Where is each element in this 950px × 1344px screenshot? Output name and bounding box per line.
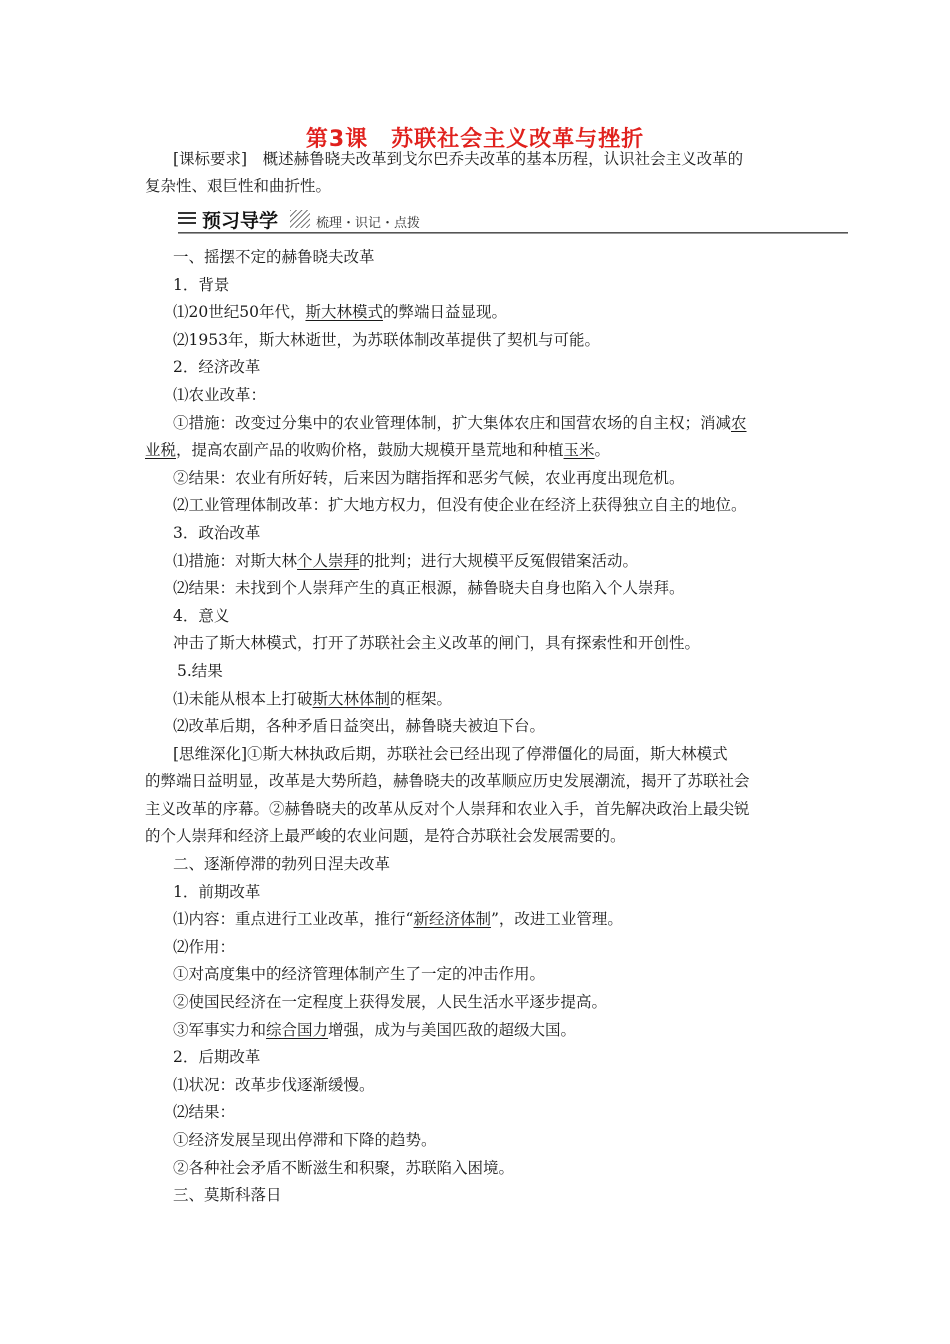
paragraph: 冲击了斯大林模式，打开了苏联社会主义改革的闸门，具有探索性和开创性。 <box>173 634 701 653</box>
underlined-term: 斯大林模式 <box>305 303 383 322</box>
paragraph: ⑵作用： <box>173 937 236 956</box>
subheading: 2．经济改革 <box>173 358 261 377</box>
paragraph: ②使国民经济在一定程度上获得发展，人民生活水平逐步提高。 <box>173 993 608 1012</box>
paragraph: ⑵1953年，斯大林逝世，为苏联体制改革提供了契机与可能。 <box>173 330 600 349</box>
paragraph: ②结果：农业有所好转，后来因为瞎指挥和恶劣气候，农业再度出现危机。 <box>173 468 685 487</box>
paragraph: ⑵结果： <box>173 1103 236 1122</box>
subheading: 2．后期改革 <box>173 1048 261 1067</box>
underlined-term: 新经济体制 <box>413 910 491 929</box>
section-banner <box>178 206 848 236</box>
paragraph: ⑴内容：重点进行工业改革，推行“新经济体制”，改进工业管理。 <box>173 910 623 929</box>
underlined-term: 农 <box>731 413 747 432</box>
thinking-deepening-cont: 的个人崇拜和经济上最严峻的农业问题，是符合苏联社会发展需要的。 <box>145 827 626 846</box>
paragraph: ⑴20世纪50年代，斯大林模式的弊端日益显现。 <box>173 303 507 322</box>
paragraph: ⑴状况：改革步伐逐渐缓慢。 <box>173 1075 375 1094</box>
thinking-deepening-cont: 主义改革的序幕。②赫鲁晓夫的改革从反对个人崇拜和农业入手，首先解决政治上最尖锐 <box>145 799 750 818</box>
underlined-term: 业税 <box>145 441 177 460</box>
banner-lines-icon <box>178 212 196 228</box>
paragraph: ③军事实力和综合国力增强，成为与美国匹敌的超级大国。 <box>173 1020 577 1039</box>
paragraph: ⑵改革后期，各种矛盾日益突出，赫鲁晓夫被迫下台。 <box>173 717 546 736</box>
paragraph: ⑴农业改革： <box>173 385 267 404</box>
paragraph: ①经济发展呈现出停滞和下降的趋势。 <box>173 1131 437 1149</box>
section-heading: 一、摇摆不定的赫鲁晓夫改革 <box>173 248 375 266</box>
paragraph: ①对高度集中的经济管理体制产生了一定的冲击作用。 <box>173 965 546 984</box>
banner-hatch-decoration <box>290 210 310 228</box>
paragraph: ⑴未能从根本上打破斯大林体制的框架。 <box>173 689 453 708</box>
subheading: 1．前期改革 <box>173 882 261 901</box>
underlined-term: 综合国力 <box>266 1020 329 1039</box>
paragraph: ⑵工业管理体制改革：扩大地方权力，但没有使企业在经济上获得独立自主的地位。 <box>173 496 747 515</box>
thinking-deepening: [思维深化]①斯大林执政后期，苏联社会已经出现了停滞僵化的局面，斯大林模式 <box>173 744 728 763</box>
subheading: 1．背景 <box>173 275 230 294</box>
banner-rule <box>178 232 848 234</box>
requirement-label: [课标要求] <box>173 150 248 168</box>
thinking-deepening-cont: 的弊端日益明显，改革是大势所趋，赫鲁晓夫的改革顺应历史发展潮流，揭开了苏联社会 <box>145 772 750 791</box>
subheading: 3．政治改革 <box>173 523 261 542</box>
paragraph: ①措施：改变过分集中的农业管理体制，扩大集体农庄和国营农场的自主权；消减农 <box>173 413 747 432</box>
underlined-term: 个人崇拜 <box>297 551 360 570</box>
banner-heading: 预习导学 <box>202 210 279 232</box>
banner-subtitle: 梳理・识记・点拨 <box>316 216 421 231</box>
paragraph: ⑴措施：对斯大林个人崇拜的批判；进行大规模平反冤假错案活动。 <box>173 551 639 570</box>
section-heading: 二、逐渐停滞的勃列日涅夫改革 <box>173 855 391 874</box>
underlined-term: 玉米 <box>563 441 595 460</box>
paragraph: ②各种社会矛盾不断滋生和积聚，苏联陷入困境。 <box>173 1158 515 1177</box>
paragraph-cont: 业税，提高农副产品的收购价格，鼓励大规模开垦荒地和种植玉米。 <box>145 441 611 460</box>
subheading: 4．意义 <box>173 606 230 625</box>
document-body <box>145 244 815 1210</box>
subheading: 5.结果 <box>177 661 223 680</box>
section-heading: 三、莫斯科落日 <box>173 1186 282 1205</box>
paragraph: ⑵结果：未找到个人崇拜产生的真正根源，赫鲁晓夫自身也陷入个人崇拜。 <box>173 579 685 598</box>
course-requirement <box>145 146 810 200</box>
underlined-term: 斯大林体制 <box>312 689 391 708</box>
requirement-text-cont: 复杂性、艰巨性和曲折性。 <box>145 177 332 195</box>
lesson-title: 第3课 苏联社会主义改革与挫折 <box>305 127 645 152</box>
requirement-text: 概述赫鲁晓夫改革到戈尔巴乔夫改革的基本历程，认识社会主义改革的 <box>247 150 744 168</box>
